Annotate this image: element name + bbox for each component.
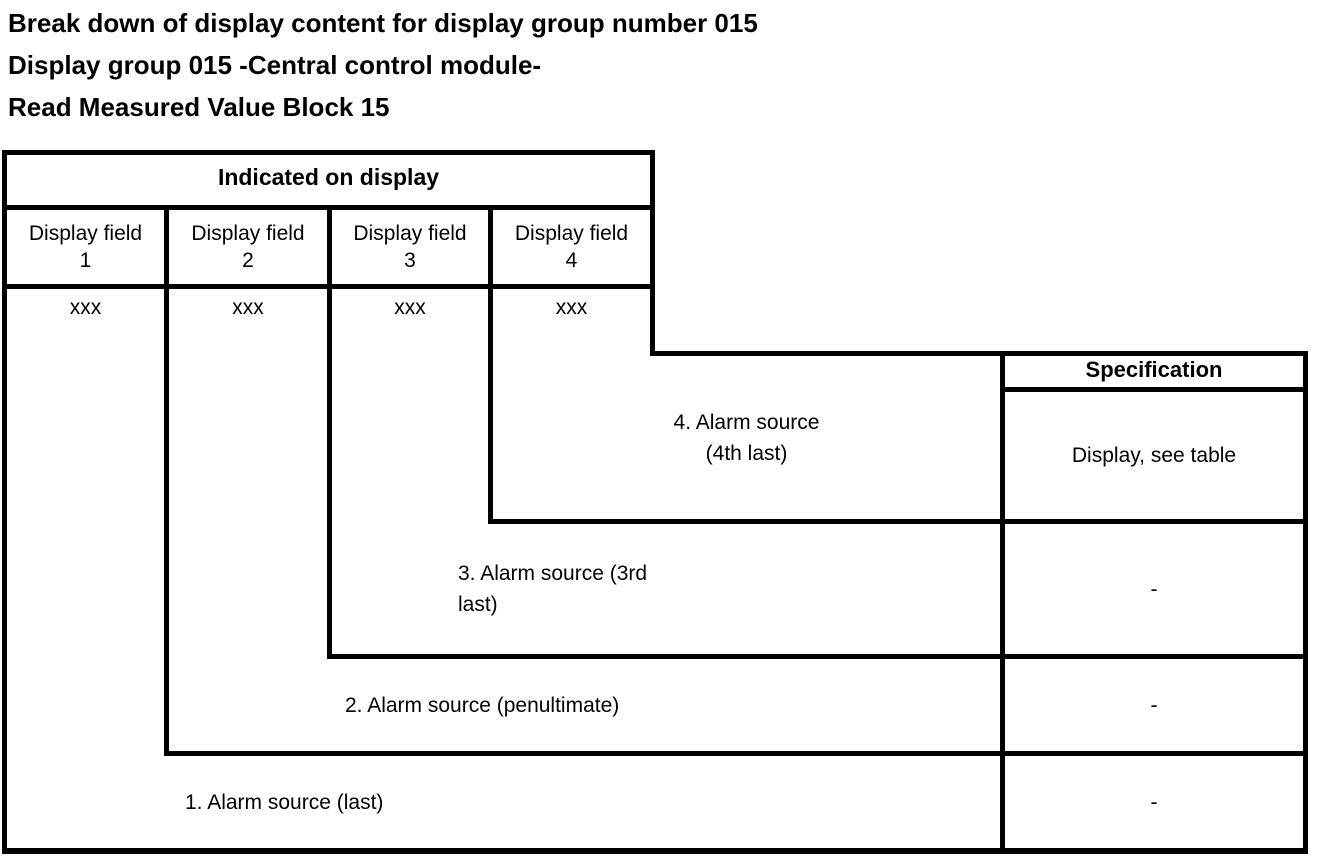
step3-specification: - xyxy=(1150,577,1158,601)
display-field-2-value: xxx xyxy=(232,295,264,319)
display-field-1-name: Display field xyxy=(28,222,143,245)
step4-label-line-1: 4. Alarm source xyxy=(673,410,820,434)
display-field-2-header xyxy=(169,210,327,284)
display-field-1-number: 1 xyxy=(79,249,92,272)
heading-line-1: Break down of display content for display group number 015 xyxy=(8,8,758,38)
heading-line-3: Read Measured Value Block 15 xyxy=(8,92,390,122)
specification-header: Specification xyxy=(1085,356,1223,382)
step3-label xyxy=(327,524,1000,654)
step3-label-line-1: 3. Alarm source (3rd xyxy=(458,562,648,585)
spec-column-right-border xyxy=(1303,351,1308,854)
display-field-2-name: Display field xyxy=(191,222,305,245)
step2-label-line-1: 2. Alarm source (penultimate) xyxy=(345,693,620,717)
step2-specification: - xyxy=(1150,693,1158,717)
display-field-3-value: xxx xyxy=(394,295,426,319)
indicated-on-display-header: Indicated on display xyxy=(217,164,440,190)
step1-label-line-1: 1. Alarm source (last) xyxy=(185,790,384,814)
display-field-3-name: Display field xyxy=(353,222,467,245)
table-bottom-border xyxy=(2,848,1308,854)
display-field-1-header xyxy=(7,210,164,284)
step1-label xyxy=(2,756,1000,848)
step3-label-line-2: last) xyxy=(458,593,498,616)
display-field-2-number: 2 xyxy=(242,249,254,272)
step4-label xyxy=(493,356,1000,519)
display-field-4-number: 4 xyxy=(565,249,578,272)
display-field-4-name: Display field xyxy=(514,222,629,245)
step4-label-line-2: (4th last) xyxy=(705,441,788,465)
display-field-1-value: xxx xyxy=(69,295,102,319)
page-heading xyxy=(8,2,758,128)
display-field-3-number: 3 xyxy=(404,249,416,272)
display-field-4-header xyxy=(493,210,650,284)
step4-specification: Display, see table xyxy=(1071,444,1237,467)
step1-specification: - xyxy=(1150,790,1158,814)
display-field-4-value: xxx xyxy=(555,295,588,319)
heading-line-2: Display group 015 -Central control module- xyxy=(8,50,542,80)
display-field-3-header xyxy=(332,210,488,284)
step2-label xyxy=(164,659,1000,751)
